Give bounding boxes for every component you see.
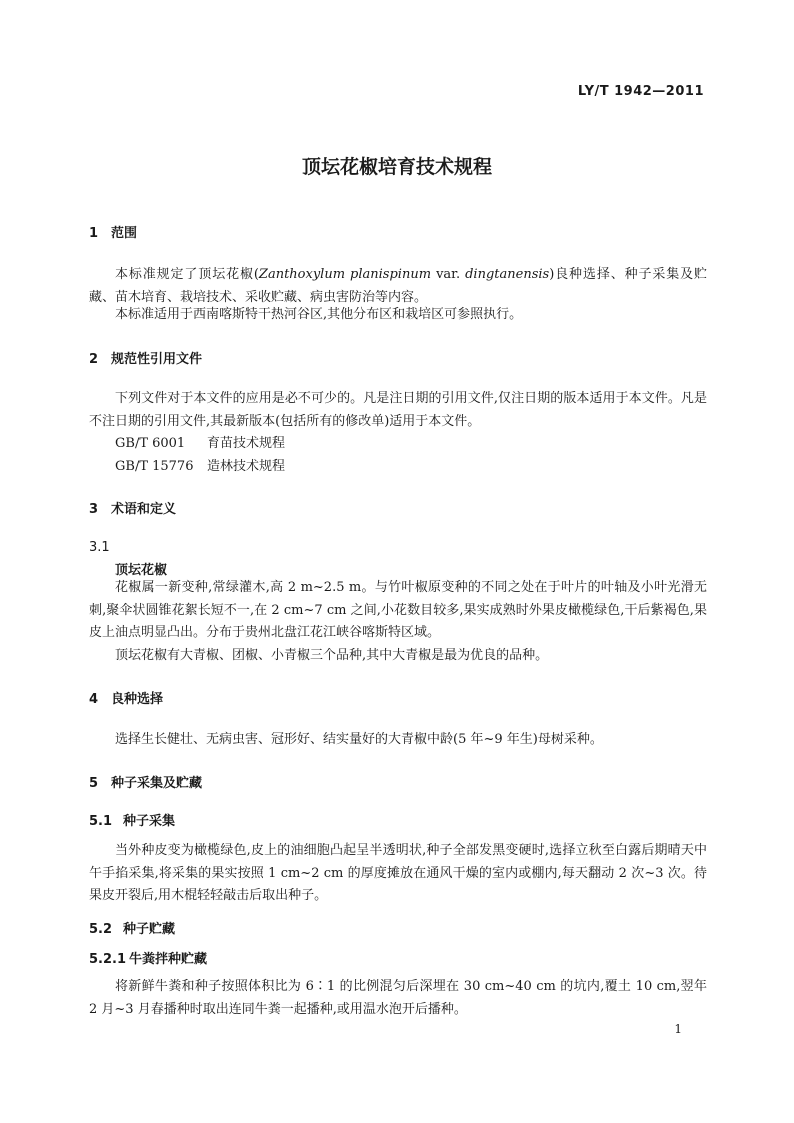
standard-code: LY/T 1942—2011 (577, 84, 704, 99)
section-2-paragraph-1: 下列文件对于本文件的应用是必不可少的。凡是注日期的引用文件,仅注日期的版本适用于本文件。凡是不注日期的引用文件,其最新版本(包括所有的修改单)适用于本文件。 (89, 391, 707, 429)
reference-code: GB/T 15776 (115, 459, 194, 474)
section-2-heading (89, 348, 202, 367)
term-name: 顶坛花椒 (115, 563, 168, 578)
reference-item (115, 432, 285, 451)
section-1-heading (89, 222, 137, 241)
reference-item (115, 455, 285, 474)
section-5-1-heading (89, 810, 175, 829)
section-3-heading (89, 498, 176, 517)
section-number: 5.2 (89, 922, 113, 937)
section-title: 术语和定义 (111, 502, 177, 517)
section-5-heading (89, 772, 202, 791)
section-1-paragraph-1 (89, 264, 707, 309)
latin-name: Zanthoxylum planispinum (258, 267, 432, 282)
section-title: 种子采集 (123, 814, 176, 829)
section-title: 范围 (111, 226, 138, 241)
section-number: 1 (89, 226, 99, 241)
section-3-paragraph-2: 顶坛花椒有大青椒、团椒、小青椒三个品种,其中大青椒是最为优良的品种。 (115, 648, 549, 663)
document-title: 顶坛花椒培育技术规程 (301, 156, 492, 178)
reference-title: 造林技术规程 (207, 459, 286, 474)
page-number: 1 (674, 1022, 682, 1036)
section-title: 牛粪拌种贮藏 (129, 952, 208, 967)
section-5-2-heading (89, 918, 175, 937)
section-1-paragraph-2: 本标准适用于西南喀斯特干热河谷区,其他分布区和栽培区可参照执行。 (115, 307, 523, 322)
section-number: 4 (89, 692, 99, 707)
section-title: 种子贮藏 (123, 922, 176, 937)
section-title: 种子采集及贮藏 (111, 776, 203, 791)
text-run: 本标准规定了顶坛花椒( (115, 267, 259, 282)
section-title: 良种选择 (111, 692, 164, 707)
section-number: 5.1 (89, 814, 113, 829)
reference-title: 育苗技术规程 (207, 436, 286, 451)
section-number: 5.2.1 (89, 952, 127, 967)
section-number: 3 (89, 502, 99, 517)
reference-code: GB/T 6001 (115, 436, 186, 451)
section-5-1-paragraph-1: 当外种皮变为橄榄绿色,皮上的油细胞凸起呈半透明状,种子全部发黑变硬时,选择立秋至白露后期晴天中午手掐采集,将采集的果实按照 1 cm~2 cm 的厚度摊放在通风干燥的室内或棚内,每天翻动 2 次~3 次。待果皮开裂后,用木棍轻轻敲击后取出种子。 (89, 843, 707, 903)
section-5-2-1-paragraph-1: 将新鲜牛粪和种子按照体积比为 6∶1 的比例混匀后深埋在 30 cm~40 cm 的坑内,覆土 10 cm,翌年 2 月~3 月春播种时取出连同牛粪一起播种,或用温水泡开后播种。 (89, 979, 707, 1017)
section-4-heading (89, 688, 163, 707)
section-number: 2 (89, 352, 99, 367)
section-number: 5 (89, 776, 99, 791)
section-title: 规范性引用文件 (111, 352, 203, 367)
text-run: var. (431, 267, 466, 282)
term-number: 3.1 (89, 540, 110, 555)
section-3-paragraph-1: 花椒属一新变种,常绿灌木,高 2 m~2.5 m。与竹叶椒原变种的不同之处在于叶片的叶轴及小叶光滑无刺,聚伞状圆锥花絮长短不一,在 2 cm~7 cm 之间,小花数目较多,果实成熟时外果皮橄榄绿色,干后紫褐色,果皮上油点明显凸出。分布于贵州北盘江花江峡谷喀斯特区域。 (89, 580, 707, 640)
section-5-2-1-heading (89, 948, 207, 967)
text-run: )良种选择、种子采集及贮藏、苗木培育、栽培技术、采收贮藏、病虫害防治等内容。 (89, 267, 708, 305)
latin-variety: dingtanensis (465, 267, 550, 282)
section-4-paragraph-1: 选择生长健壮、无病虫害、冠形好、结实量好的大青椒中龄(5 年~9 年生)母树采种。 (115, 732, 603, 747)
